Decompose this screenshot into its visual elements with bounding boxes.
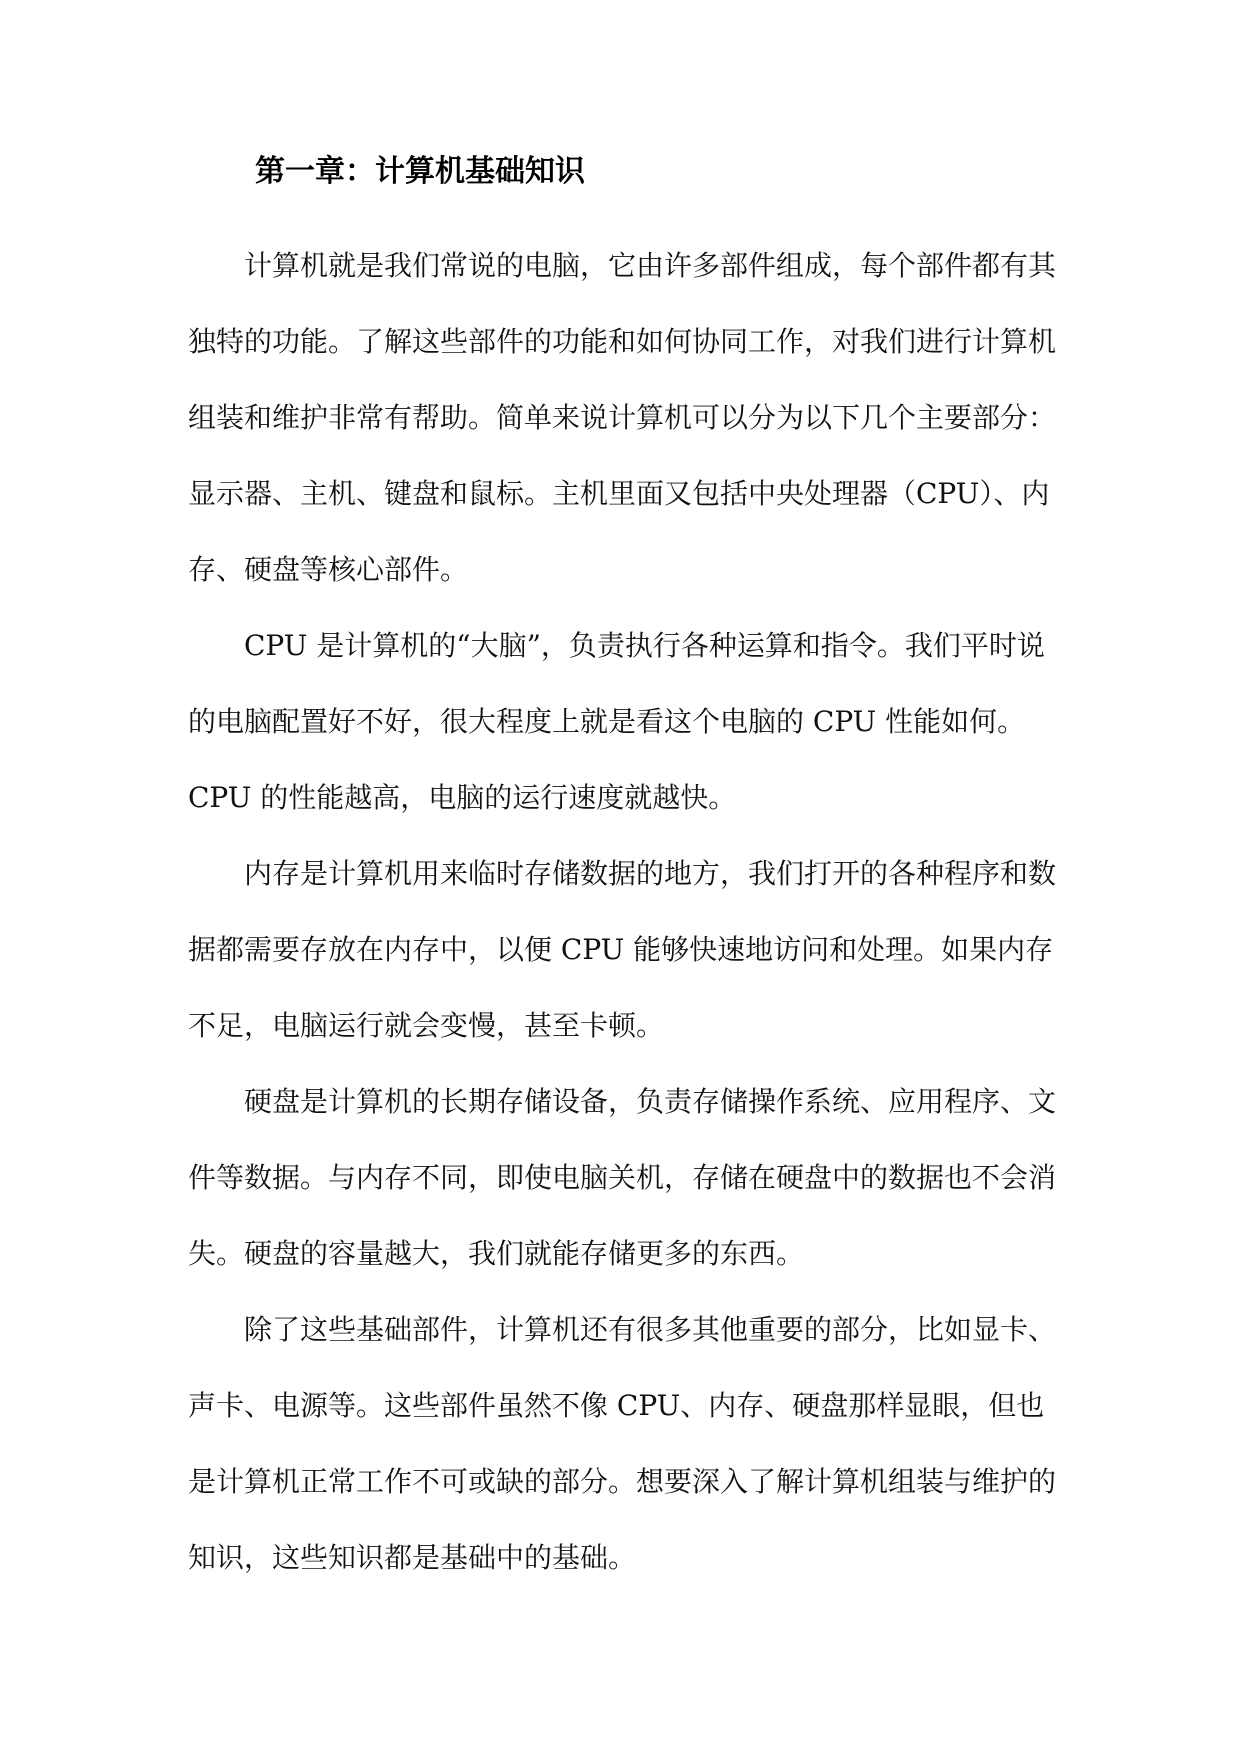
paragraph-hard-disk: 硬盘是计算机的长期存储设备，负责存储操作系统、应用程序、文件等数据。与内存不同，即使电脑关机，存储在硬盘中的数据也不会消失。硬盘的容量越大，我们就能存储更多的东西。 (188, 1085, 1057, 1270)
paragraph-other-components: 除了这些基础部件，计算机还有很多其他重要的部分，比如显卡、声卡、电源等。这些部件虽然不像 CPU、内存、硬盘那样显眼，但也是计算机正常工作不可或缺的部分。想要深入了解计算机组装与维护的知识，这些知识都是基础中的基础。 (188, 1313, 1057, 1574)
body-text (188, 228, 1058, 1596)
paragraph-computer-overview: 计算机就是我们常说的电脑，它由许多部件组成，每个部件都有其独特的功能。了解这些部件的功能和如何协同工作，对我们进行计算机组装和维护非常有帮助。简单来说计算机可以分为以下几个主要部分：显示器、主机、键盘和鼠标。主机里面又包括中央处理器（CPU）、内存、硬盘等核心部件。 (188, 249, 1057, 586)
chapter-title: 第一章：计算机基础知识 (255, 154, 585, 189)
paragraph-cpu: CPU 是计算机的“大脑”，负责执行各种运算和指令。我们平时说的电脑配置好不好，很大程度上就是看这个电脑的 CPU 性能如何。CPU 的性能越高，电脑的运行速度就越快。 (188, 629, 1045, 814)
paragraph-memory: 内存是计算机用来临时存储数据的地方，我们打开的各种程序和数据都需要存放在内存中，以便 CPU 能够快速地访问和处理。如果内存不足，电脑运行就会变慢，甚至卡顿。 (188, 857, 1057, 1042)
